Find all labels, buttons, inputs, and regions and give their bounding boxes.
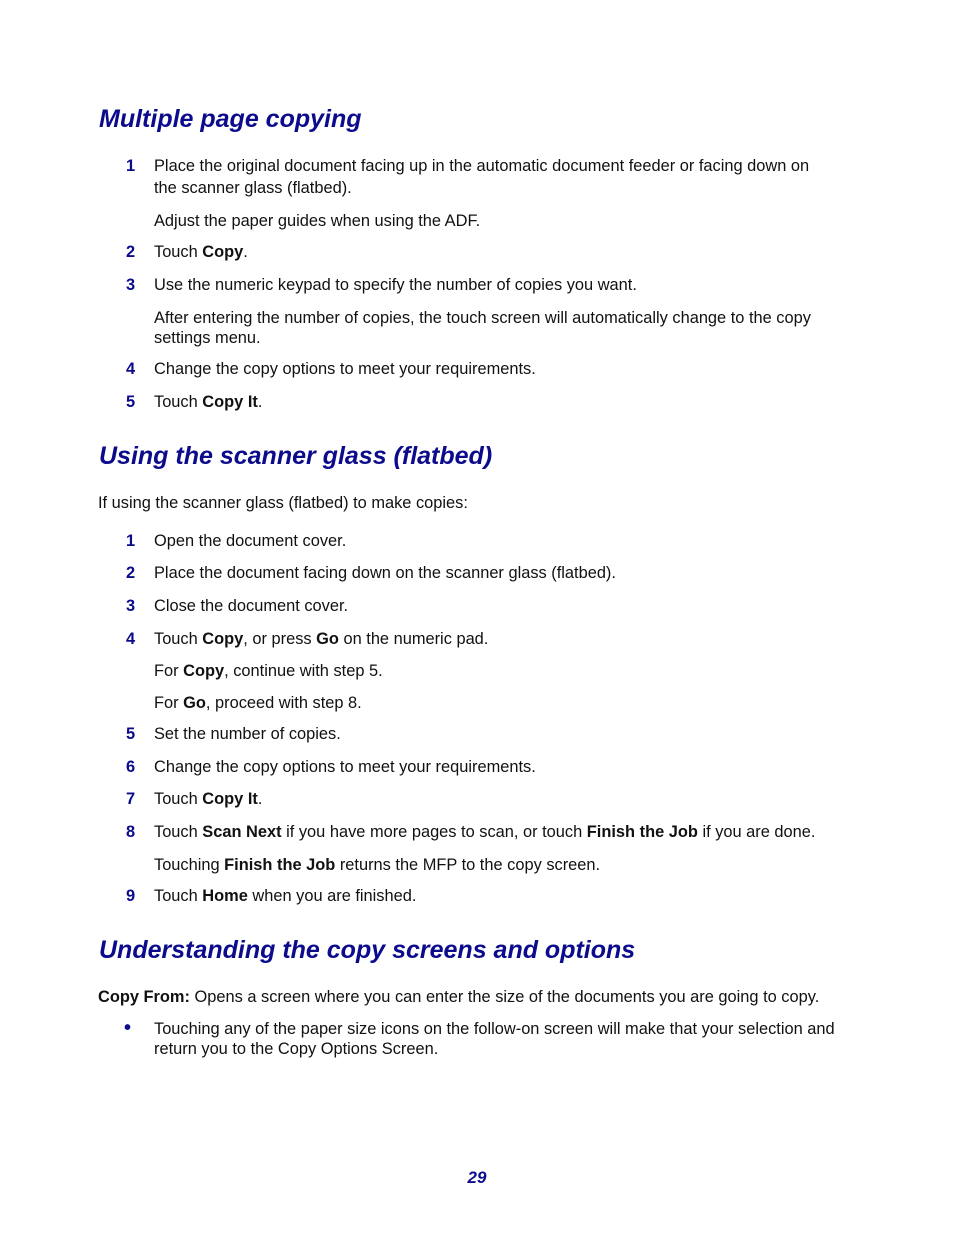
step-number: 1 (126, 157, 136, 175)
step-number: 1 (126, 532, 136, 550)
section-heading-scanner-glass: Using the scanner glass (flatbed) (99, 442, 493, 470)
step-text: Place the original document facing up in the automatic document feeder or facing down on (154, 157, 810, 175)
step-number: 3 (126, 597, 136, 615)
step-number: 7 (126, 790, 136, 808)
step-text: Touch Copy, or press Go on the numeric pad. (154, 630, 489, 648)
step-number: 6 (126, 758, 136, 776)
step-text: Change the copy options to meet your requirements. (154, 360, 536, 378)
bullet-text: Touching any of the paper size icons on the follow-on screen will make that your selection and (154, 1020, 835, 1038)
step-number: 2 (126, 564, 136, 582)
step-text: Close the document cover. (154, 597, 349, 615)
step-note-continued: settings menu. (154, 329, 261, 347)
step-number: 5 (126, 725, 136, 743)
section-heading-multiple-page-copying: Multiple page copying (99, 105, 362, 133)
step-text: Touch Home when you are finished. (154, 887, 417, 905)
section-heading-copy-screens: Understanding the copy screens and options (99, 936, 636, 964)
bullet-marker: • (124, 1017, 132, 1039)
bullet-text-continued: return you to the Copy Options Screen. (154, 1040, 439, 1058)
step-number: 9 (126, 887, 136, 905)
section-intro: Copy From: Opens a screen where you can enter the size of the documents you are going to copy. (98, 988, 820, 1006)
step-note: After entering the number of copies, the touch screen will automatically change to the copy (154, 309, 811, 327)
step-text: Touch Copy It. (154, 790, 263, 808)
step-text: Touch Copy It. (154, 393, 263, 411)
step-text: Use the numeric keypad to specify the number of copies you want. (154, 276, 637, 294)
step-number: 8 (126, 823, 136, 841)
step-text: Open the document cover. (154, 532, 347, 550)
step-number: 5 (126, 393, 136, 411)
step-text: Touch Scan Next if you have more pages to scan, or touch Finish the Job if you are done. (154, 823, 816, 841)
step-note: Adjust the paper guides when using the ADF. (154, 212, 481, 230)
step-text: Touch Copy. (154, 243, 248, 261)
step-number: 4 (126, 630, 136, 648)
step-number: 4 (126, 360, 136, 378)
section-intro: If using the scanner glass (flatbed) to make copies: (98, 494, 468, 512)
step-number: 3 (126, 276, 136, 294)
step-number: 2 (126, 243, 136, 261)
step-text: Change the copy options to meet your requirements. (154, 758, 536, 776)
step-substep: For Copy, continue with step 5. (154, 662, 383, 680)
step-text-continued: the scanner glass (flatbed). (154, 179, 352, 197)
step-substep: Touching Finish the Job returns the MFP to the copy screen. (154, 856, 601, 874)
page-number: 29 (467, 1168, 487, 1187)
step-substep: For Go, proceed with step 8. (154, 694, 362, 712)
step-text: Set the number of copies. (154, 725, 341, 743)
step-text: Place the document facing down on the scanner glass (flatbed). (154, 564, 616, 582)
